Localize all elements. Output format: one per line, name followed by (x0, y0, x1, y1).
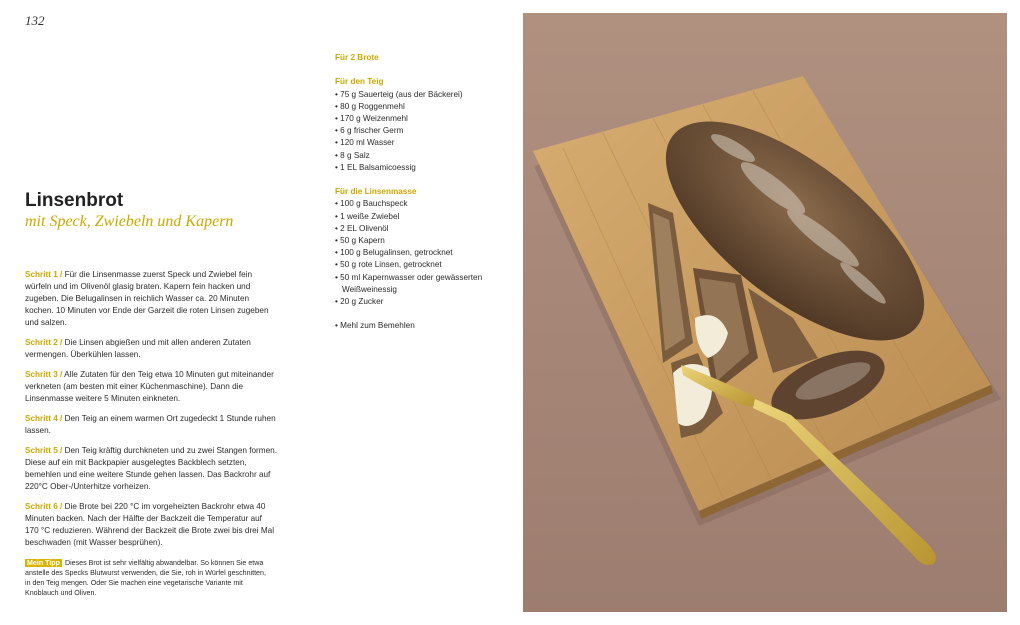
step-1 (25, 269, 277, 329)
step-6 (25, 501, 277, 549)
ingredients-group-heading: Für die Linsenmasse (335, 187, 417, 197)
ingredient-item: • 50 ml Kapernwasser oder gewässerten Weißweinessig (335, 272, 515, 296)
ingredient-item: • Mehl zum Bemehlen (335, 320, 515, 332)
ingredients-list-dough (335, 89, 515, 174)
step-3 (25, 369, 277, 405)
ingredients-list-extra (335, 320, 515, 332)
ingredients-column (335, 52, 515, 333)
step-label: Schritt 6 / (25, 502, 63, 511)
ingredients-yield: Für 2 Brote (335, 53, 379, 62)
ingredient-item: • 120 ml Wasser (335, 137, 515, 149)
recipe-subtitle: mit Speck, Zwiebeln und Kapern (25, 213, 234, 230)
ingredient-item: • 20 g Zucker (335, 296, 515, 308)
tip-label: Mein Tipp (27, 559, 60, 567)
recipe-title: Linsenbrot (25, 190, 124, 211)
step-5 (25, 445, 277, 493)
ingredient-item: • 100 g Belugalinsen, getrocknet (335, 247, 515, 259)
step-label: Schritt 3 / (25, 370, 63, 379)
ingredient-item: • 75 g Sauerteig (aus der Bäckerei) (335, 89, 515, 101)
ingredients-list-lentils (335, 198, 515, 308)
page-number: 132 (25, 13, 45, 28)
ingredient-item: • 1 EL Balsamicoessig (335, 162, 515, 174)
ingredient-item: • 170 g Weizenmehl (335, 113, 515, 125)
ingredient-item: • 2 EL Olivenöl (335, 223, 515, 235)
step-text: Für die Linsenmasse zuerst Speck und Zwiebel fein würfeln und im Olivenöl glasig braten. Kapern fein hacken und zugeben. Die Belugalinsen in reichlich Wasser ca. 20 Minuten kochen. 10 Minuten vor Ende der Garzeit die roten Linsen zugeben und salzen. (25, 270, 269, 327)
ingredient-item: • 6 g frischer Germ (335, 125, 515, 137)
ingredients-group-heading: Für den Teig (335, 77, 384, 87)
step-text: Den Teig kräftig durchkneten und zu zwei Stangen formen. Diese auf ein mit Backpapier ausgelegtes Backblech setzten, bemehlen und eine weitere Stunde gehen lassen. Das Backrohr auf 220°C Ober-/Unterhitze vorheizen. (25, 446, 277, 491)
tip-text: Dieses Brot ist sehr vielfältig abwandelbar. So können Sie etwa anstelle des Specks Blutwurst verwenden, die Sie, roh in Würfel geschnitten, in den Teig mengen. Oder Sie machen eine vegetarische Variante mit Knoblauch und Oliven. (25, 559, 266, 597)
step-label: Schritt 2 / (25, 338, 63, 347)
ingredient-item: • 80 g Roggenmehl (335, 101, 515, 113)
step-text: Die Linsen abgießen und mit allen anderen Zutaten vermengen. Überkühlen lassen. (25, 338, 251, 359)
recipe-steps (25, 269, 277, 557)
step-2 (25, 337, 277, 361)
step-label: Schritt 4 / (25, 414, 63, 423)
bread-photo (523, 13, 1007, 612)
step-label: Schritt 5 / (25, 446, 63, 455)
ingredient-item: • 50 g Kapern (335, 235, 515, 247)
bread-photo-illustration (523, 13, 1007, 612)
step-text: Alle Zutaten für den Teig etwa 10 Minuten gut miteinander verkneten (am besten mit einer Küchenmaschine). Dann die Linsenmasse weitere 5 Minuten einkneten. (25, 370, 274, 403)
ingredient-item: • 50 g rote Linsen, getrocknet (335, 259, 515, 271)
step-text: Den Teig an einem warmen Ort zugedeckt 1 Stunde ruhen lassen. (25, 414, 276, 435)
step-text: Die Brote bei 220 °C im vorgeheizten Backrohr etwa 40 Minuten backen. Nach der Hälfte der Backzeit die Temperatur auf 170 °C reduzieren. Während der Backzeit die Brote zwei bis drei Mal beschwaden (mit Wasser besprühen). (25, 502, 275, 547)
step-4 (25, 413, 277, 437)
step-label: Schritt 1 / (25, 270, 63, 279)
ingredient-item: • 8 g Salz (335, 150, 515, 162)
ingredient-item: • 1 weiße Zwiebel (335, 211, 515, 223)
tip-box (25, 558, 273, 598)
ingredient-item: • 100 g Bauchspeck (335, 198, 515, 210)
